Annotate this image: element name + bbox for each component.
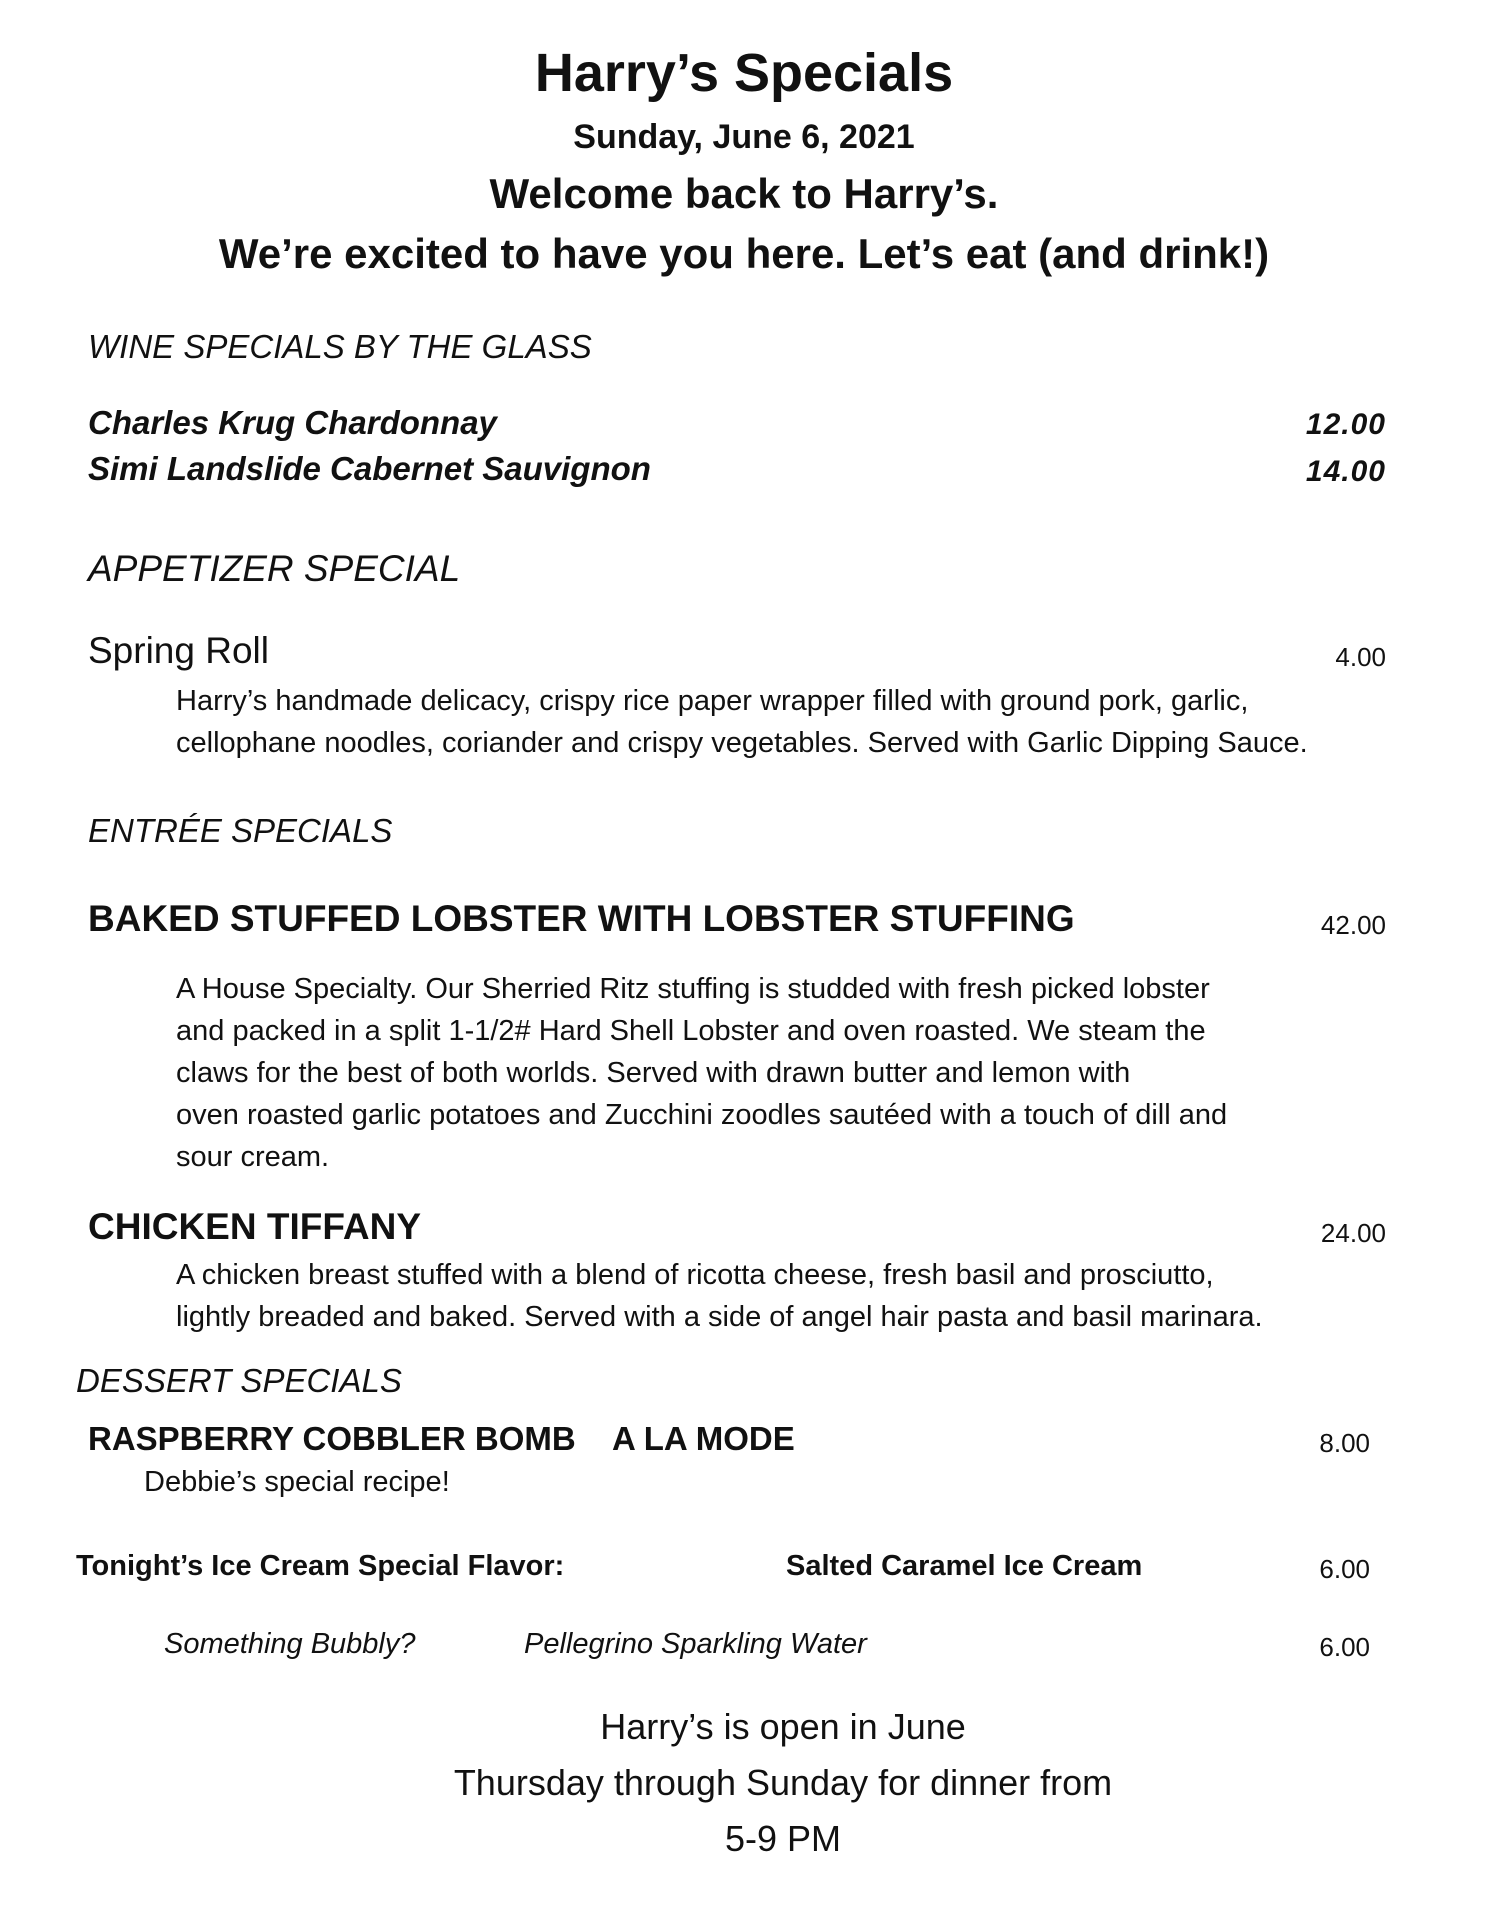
appetizer-description-line: cellophane noodles, coriander and crispy vegetables. Served with Garlic Dipping Sauce. <box>176 727 1308 759</box>
footer-line: Harry’s is open in June <box>600 1706 966 1747</box>
bubbly-item: Pellegrino Sparkling Water <box>524 1628 867 1660</box>
excited-message: We’re excited to have you here. Let’s eat (and drink!) <box>218 230 1270 277</box>
ice-cream-label: Tonight’s Ice Cream Special Flavor: <box>76 1550 565 1582</box>
appetizer-description-line: Harry’s handmade delicacy, crispy rice paper wrapper filled with ground pork, garlic, <box>176 685 1249 717</box>
appetizer-section-heading: APPETIZER SPECIAL <box>88 548 461 589</box>
dessert-item-name: RASPBERRY COBBLER BOMB <box>88 1420 576 1457</box>
entree-description-line: lightly breaded and baked. Served with a side of angel hair pasta and basil marinara. <box>176 1301 1263 1333</box>
ice-cream-price: 6.00 <box>1319 1554 1370 1584</box>
page-title: Harry’s Specials <box>534 43 954 103</box>
dessert-note: Debbie’s special recipe! <box>144 1466 450 1498</box>
entree-item-name: CHICKEN TIFFANY <box>88 1206 421 1247</box>
footer-line: Thursday through Sunday for dinner from <box>453 1762 1113 1803</box>
dessert-section-heading: DESSERT SPECIALS <box>76 1362 402 1399</box>
entree-item-name: BAKED STUFFED LOBSTER WITH LOBSTER STUFFING <box>88 898 1075 939</box>
entree-description-line: A chicken breast stuffed with a blend of ricotta cheese, fresh basil and prosciutto, <box>176 1259 1214 1291</box>
dessert-item-suffix: A LA MODE <box>612 1420 795 1457</box>
ice-cream-flavor: Salted Caramel Ice Cream <box>786 1550 1143 1582</box>
entree-description-line: sour cream. <box>176 1141 330 1173</box>
wine-item-price: 14.00 <box>1305 455 1386 488</box>
entree-description-line: A House Specialty. Our Sherried Ritz stuffing is studded with fresh picked lobster <box>176 973 1210 1005</box>
appetizer-item-name: Spring Roll <box>88 630 269 671</box>
entree-description-line: and packed in a split 1-1/2# Hard Shell Lobster and oven roasted. We steam the <box>176 1015 1206 1047</box>
menu-date: Sunday, June 6, 2021 <box>573 118 915 156</box>
bubbly-price: 6.00 <box>1319 1632 1370 1662</box>
wine-item-name: Charles Krug Chardonnay <box>88 404 497 441</box>
entree-description-line: claws for the best of both worlds. Served with drawn butter and lemon with <box>176 1057 1131 1089</box>
entree-item-price: 24.00 <box>1320 1218 1386 1248</box>
entree-section-heading: ENTRÉE SPECIALS <box>88 812 393 849</box>
wine-item-name: Simi Landslide Cabernet Sauvignon <box>88 450 651 487</box>
wine-section-heading: WINE SPECIALS BY THE GLASS <box>88 328 592 365</box>
bubbly-label: Something Bubbly? <box>164 1628 416 1660</box>
appetizer-item-price: 4.00 <box>1335 642 1386 672</box>
dessert-item-price: 8.00 <box>1319 1428 1370 1458</box>
entree-description-line: oven roasted garlic potatoes and Zucchini zoodles sautéed with a touch of dill and <box>176 1099 1228 1131</box>
entree-item-price: 42.00 <box>1320 910 1386 940</box>
footer-line: 5-9 PM <box>724 1818 842 1859</box>
wine-item-price: 12.00 <box>1305 408 1386 441</box>
welcome-message: Welcome back to Harry’s. <box>489 170 999 217</box>
